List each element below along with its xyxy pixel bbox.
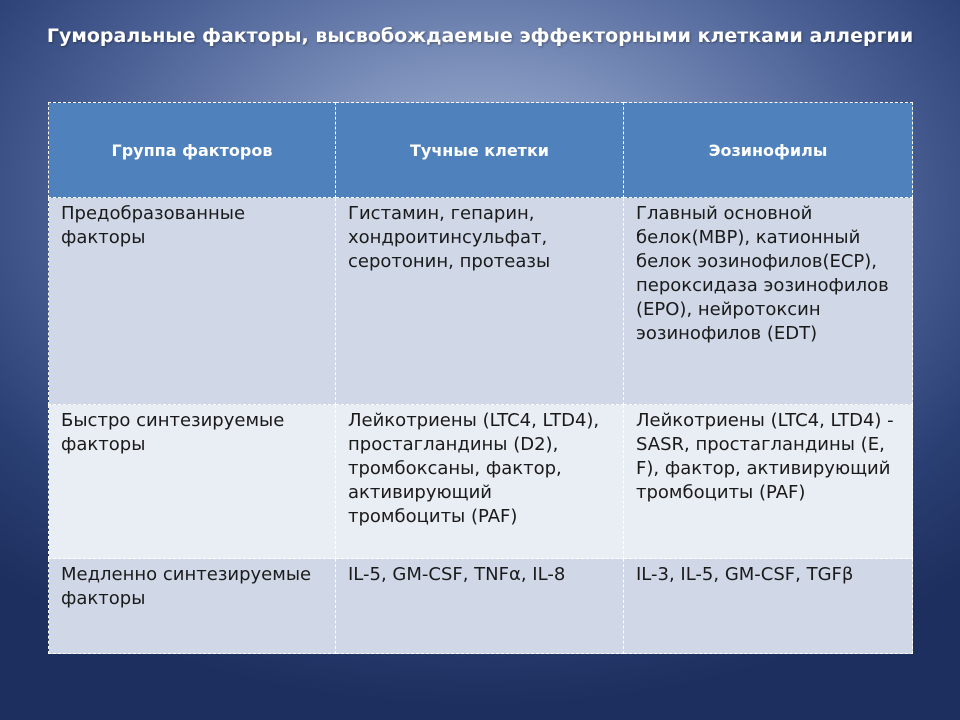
slide-title: Гуморальные факторы, высвобождаемые эффекторными клетками аллергии <box>46 25 914 47</box>
table-header-row <box>49 103 913 198</box>
table-cell-eosinophils: Главный основной белок(MBP), катионный белок эозинофилов(ECP), пероксидаза эозинофилов (EPO), нейротоксин эозинофилов (EDT) <box>624 198 913 405</box>
column-header-factor-group: Группа факторов <box>49 103 336 198</box>
column-header-mast-cells: Тучные клетки <box>336 103 624 198</box>
table-cell-mast-cells: Лейкотриены (LTC4, LTD4), простагландины (D2), тромбоксаны, фактор, активирующий тромбоциты (PAF) <box>336 405 624 559</box>
table-row <box>49 559 913 654</box>
table-cell-factor-group: Медленно синтезируемые факторы <box>49 559 336 654</box>
column-header-eosinophils: Эозинофилы <box>624 103 913 198</box>
table-cell-factor-group: Быстро синтезируемые факторы <box>49 405 336 559</box>
factors-table <box>48 102 913 654</box>
table-cell-eosinophils: IL-3, IL-5, GM-CSF, TGFβ <box>624 559 913 654</box>
table-row <box>49 405 913 559</box>
table-cell-factor-group: Предобразованные факторы <box>49 198 336 405</box>
table-row <box>49 198 913 405</box>
table-cell-mast-cells: Гистамин, гепарин, хондроитинсульфат, серотонин, протеазы <box>336 198 624 405</box>
table-cell-eosinophils: Лейкотриены (LTC4, LTD4) - SASR, простагландины (E, F), фактор, активирующий тромбоциты (PAF) <box>624 405 913 559</box>
table-cell-mast-cells: IL-5, GM-CSF, TNFα, IL-8 <box>336 559 624 654</box>
